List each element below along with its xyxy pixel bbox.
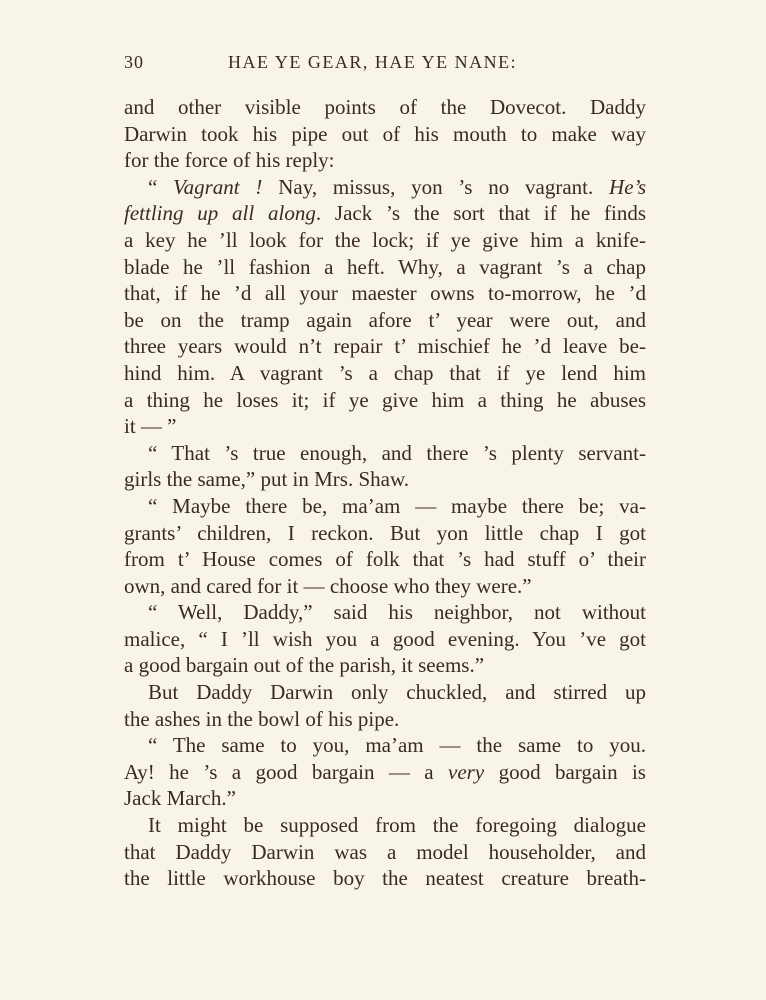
text-line-26-part-1: Ay! he ’s a good bargain — a [124,759,449,784]
text-line-21: malice, “ I ’ll wish you a good evening. You ’ve got [124,626,646,651]
text-line-7: blade he ’ll fashion a heft. Why, a vagrant ’s a chap [124,254,646,279]
text-line-25: “ The same to you, ma’am — the same to you. [148,733,646,758]
text-line-6: a key he ’ll look for the lock; if ye give him a knife- [124,227,646,252]
text-line-17: grants’ children, I reckon. But yon little chap I got [124,520,646,545]
text-line-5-part-2: . Jack ’s the sort that if he finds [315,201,646,226]
text-line-26-part-2: very [448,759,485,784]
page-header [124,52,644,80]
text-line-29: that Daddy Darwin was a model householder, and [124,839,646,864]
text-line-20: “ Well, Daddy,” said his neighbor, not without [148,600,646,625]
text-line-2: Darwin took his pipe out of his mouth to make way [124,121,646,146]
page-number: 30 [124,52,144,72]
running-head: HAE YE GEAR, HAE YE NANE: [228,52,518,72]
text-line-13: it — ” [124,414,177,439]
text-line-4-part-4: He’s [609,174,646,199]
text-line-26 [124,759,646,786]
text-line-27: Jack March.” [124,786,236,811]
text-line-4 [124,174,646,201]
body-text [124,94,646,892]
text-line-15: girls the same,” put in Mrs. Shaw. [124,467,410,492]
text-line-5-part-1: fettling up all along [124,201,316,226]
text-line-14: “ That ’s true enough, and there ’s plenty servant- [148,440,646,465]
text-line-9: be on the tramp again afore t’ year were out, and [124,307,646,332]
text-line-28: It might be supposed from the foregoing dialogue [148,813,646,838]
text-line-23: But Daddy Darwin only chuckled, and stirred up [148,680,646,705]
text-line-1: and other visible points of the Dovecot. Daddy [124,95,646,119]
text-line-4-part-2: Vagrant ! [173,174,263,199]
text-line-16: “ Maybe there be, ma’am — maybe there be; va- [148,493,646,518]
text-line-8: that, if he ’d all your maester owns to-morrow, he ’d [124,281,646,306]
text-line-11: hind him. A vagrant ’s a chap that if ye lend him [124,360,646,385]
text-line-22: a good bargain out of the parish, it seems.” [124,653,485,678]
text-line-4-part-1: “ [148,174,174,199]
text-line-30: the little workhouse boy the neatest creature breath- [124,866,646,891]
text-line-19: own, and cared for it — choose who they were.” [124,573,532,598]
text-line-4-part-3: Nay, missus, yon ’s no vagrant. [262,174,610,199]
text-line-5 [124,200,646,227]
text-line-3: for the force of his reply: [124,148,335,173]
text-line-18: from t’ House comes of folk that ’s had stuff o’ their [124,547,646,572]
text-line-12: a thing he loses it; if ye give him a thing he abuses [124,387,646,412]
text-line-24: the ashes in the bowl of his pipe. [124,706,400,731]
text-line-26-part-3: good bargain is [484,759,646,784]
text-line-10: three years would n’t repair t’ mischief he ’d leave be- [124,334,646,359]
